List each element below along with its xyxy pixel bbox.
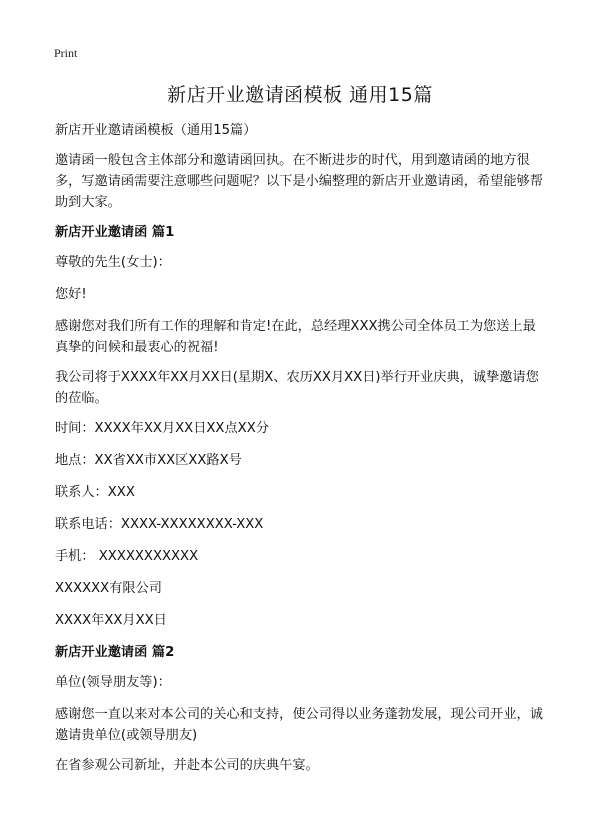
- document-subtitle: 新店开业邀请函模板（通用15篇）: [55, 123, 257, 138]
- event-place: 地点：XX省XX市XX区XX路X号: [55, 453, 242, 468]
- document-body: [55, 120, 547, 785]
- salutation-2: 单位(领导朋友等)：: [55, 675, 171, 690]
- document-title: 新店开业邀请函模板 通用15篇: [167, 84, 433, 106]
- contact-phone: 联系电话：XXXX-XXXXXXXX-XXX: [55, 517, 264, 532]
- invitation-paragraph: 我公司将于XXXX年XX月XX日(星期X、农历XX月XX日)举行开业庆典，诚挚邀请您的莅临。: [55, 370, 539, 406]
- letter-date: XXXX年XX月XX日: [55, 613, 167, 628]
- section-heading-1: 新店开业邀请函 篇1: [55, 225, 175, 240]
- company-name: XXXXXX有限公司: [55, 581, 162, 596]
- contact-mobile: 手机： XXXXXXXXXXX: [55, 549, 199, 564]
- contact-person: 联系人：XXX: [55, 485, 135, 500]
- intro-paragraph: 邀请函一般包含主体部分和邀请函回执。在不断进步的时代，用到邀请函的地方很多，写邀请函需要注意哪些问题呢？以下是小编整理的新店开业邀请函，希望能够帮助到大家。: [55, 153, 543, 210]
- thanks-paragraph: 感谢您对我们所有工作的理解和肯定!在此，总经理XXX携公司全体员工为您送上最真挚的问候和最衷心的祝福!: [55, 319, 536, 355]
- greeting: 您好!: [55, 287, 87, 302]
- salutation: 尊敬的先生(女士)：: [55, 255, 171, 270]
- visit-paragraph: 在省参观公司新址，并赴本公司的庆典午宴。: [55, 758, 319, 773]
- thanks-paragraph-2: 感谢您一直以来对本公司的关心和支持，使公司得以业务蓬勃发展，现公司开业，诚邀请贵单位(或领导朋友): [55, 707, 543, 743]
- section-heading-2: 新店开业邀请函 篇2: [55, 645, 175, 660]
- event-time: 时间：XXXX年XX月XX日XX点XX分: [55, 421, 269, 436]
- print-label: Print: [54, 46, 78, 60]
